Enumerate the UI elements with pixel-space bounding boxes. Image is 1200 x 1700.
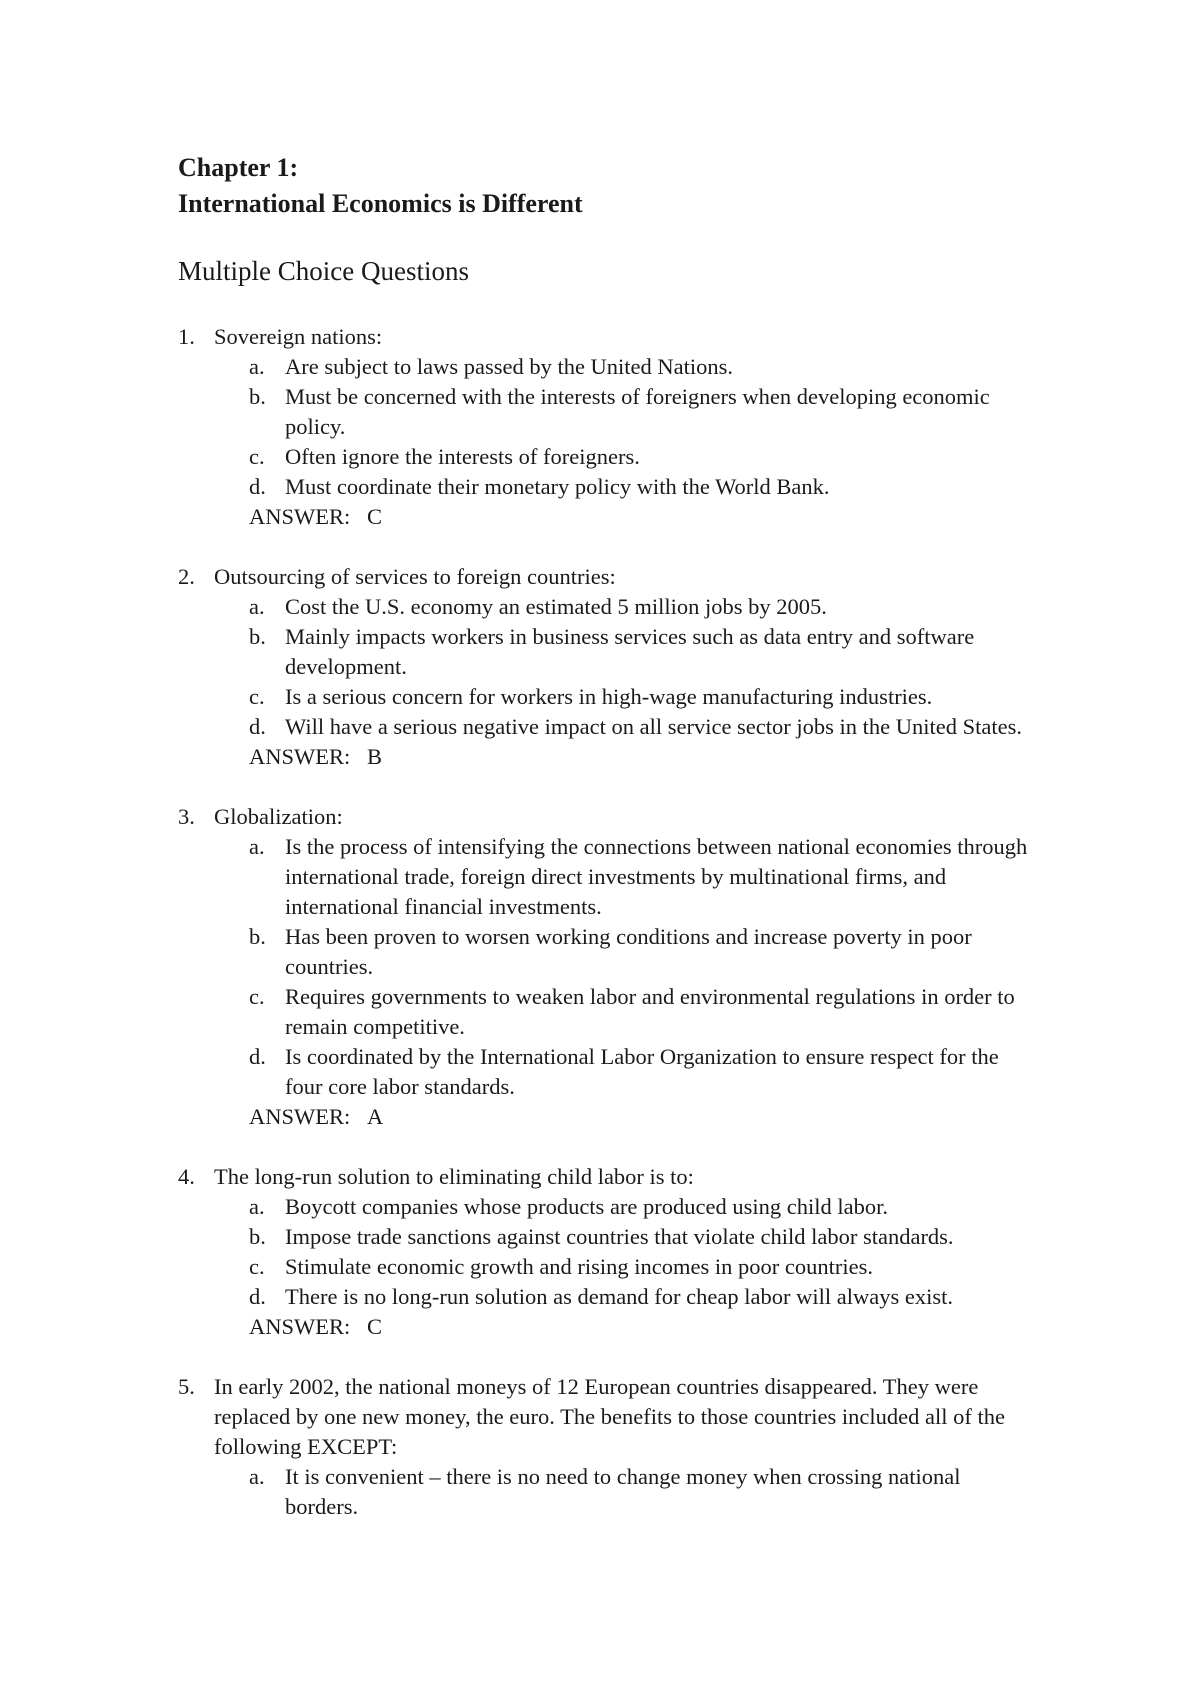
answer-option [249,382,1038,442]
option-letter: b. [249,1224,266,1249]
question-stem [178,1372,1038,1462]
section-heading: Multiple Choice Questions [178,256,469,286]
question-item [178,802,1038,1132]
question-text: In early 2002, the national moneys of 12 European countries disappeared. They were replaced by one new money, the euro. The benefits to those countries included all of the following EXCEPT: [214,1374,1005,1459]
option-letter: a. [249,1464,265,1489]
document-page [178,150,1038,1552]
option-text: Has been proven to worsen working conditions and increase poverty in poor countries. [285,924,972,979]
answer-option [249,472,1038,502]
option-letter: c. [249,444,265,469]
answer-label: ANSWER: [249,744,351,769]
option-letter: b. [249,384,266,409]
option-list [178,352,1038,502]
chapter-title: International Economics is Different [178,189,583,218]
answer-line [178,742,1038,772]
answer-label: ANSWER: [249,1314,351,1339]
answer-option [249,712,1038,742]
option-text: Boycott companies whose products are produced using child labor. [285,1194,888,1219]
option-letter: d. [249,474,266,499]
question-text: The long-run solution to eliminating child labor is to: [214,1164,694,1189]
question-number: 1. [178,324,195,349]
question-item [178,1162,1038,1342]
option-text: Requires governments to weaken labor and environmental regulations in order to remain competitive. [285,984,1015,1039]
option-text: Are subject to laws passed by the United Nations. [285,354,734,379]
question-list [178,322,1038,1522]
answer-line [178,1312,1038,1342]
question-number: 4. [178,1164,195,1189]
answer-label: ANSWER: [249,504,351,529]
option-letter: a. [249,594,265,619]
answer-option [249,982,1038,1042]
answer-option [249,922,1038,982]
option-letter: b. [249,924,266,949]
answer-option [249,1222,1038,1252]
option-list [178,1192,1038,1312]
question-stem [178,1162,1038,1192]
answer-option [249,832,1038,922]
option-letter: c. [249,1254,265,1279]
option-text: Must coordinate their monetary policy with the World Bank. [285,474,830,499]
question-text: Globalization: [214,804,343,829]
option-text: Often ignore the interests of foreigners. [285,444,640,469]
option-text: It is convenient – there is no need to change money when crossing national borders. [285,1464,961,1519]
answer-option [249,1192,1038,1222]
answer-option [249,1252,1038,1282]
question-number: 5. [178,1374,195,1399]
question-text: Sovereign nations: [214,324,383,349]
option-letter: c. [249,984,265,1009]
option-text: Is a serious concern for workers in high-wage manufacturing industries. [285,684,933,709]
option-text: There is no long-run solution as demand for cheap labor will always exist. [285,1284,953,1309]
option-letter: b. [249,624,266,649]
option-letter: d. [249,1044,266,1069]
option-letter: d. [249,714,266,739]
question-number: 2. [178,564,195,589]
answer-option [249,1042,1038,1102]
question-stem [178,322,1038,352]
answer-option [249,682,1038,712]
option-text: Mainly impacts workers in business services such as data entry and software development. [285,624,975,679]
option-list [178,592,1038,742]
answer-line [178,1102,1038,1132]
answer-value: C [367,504,383,529]
option-list [178,832,1038,1102]
option-list [178,1462,1038,1522]
option-text: Will have a serious negative impact on all service sector jobs in the United States. [285,714,1023,739]
question-number: 3. [178,804,195,829]
option-text: Cost the U.S. economy an estimated 5 million jobs by 2005. [285,594,827,619]
option-letter: a. [249,354,265,379]
answer-option [249,442,1038,472]
answer-value: A [367,1104,384,1129]
answer-label: ANSWER: [249,1104,351,1129]
option-text: Must be concerned with the interests of foreigners when developing economic policy. [285,384,990,439]
question-item [178,562,1038,772]
answer-option [249,592,1038,622]
question-stem [178,562,1038,592]
option-letter: d. [249,1284,266,1309]
answer-line [178,502,1038,532]
answer-value: B [367,744,383,769]
question-stem [178,802,1038,832]
answer-option [249,1282,1038,1312]
answer-option [249,622,1038,682]
question-item [178,322,1038,532]
question-item [178,1372,1038,1522]
option-text: Is the process of intensifying the connections between national economies through international trade, foreign direct investments by multinational firms, and international financial investments. [285,834,1028,919]
chapter-number: Chapter 1: [178,153,299,182]
answer-option [249,1462,1038,1522]
option-text: Stimulate economic growth and rising incomes in poor countries. [285,1254,874,1279]
option-letter: a. [249,834,265,859]
option-text: Is coordinated by the International Labor Organization to ensure respect for the four core labor standards. [285,1044,999,1099]
answer-option [249,352,1038,382]
question-text: Outsourcing of services to foreign countries: [214,564,616,589]
option-text: Impose trade sanctions against countries that violate child labor standards. [285,1224,954,1249]
option-letter: c. [249,684,265,709]
answer-value: C [367,1314,383,1339]
option-letter: a. [249,1194,265,1219]
